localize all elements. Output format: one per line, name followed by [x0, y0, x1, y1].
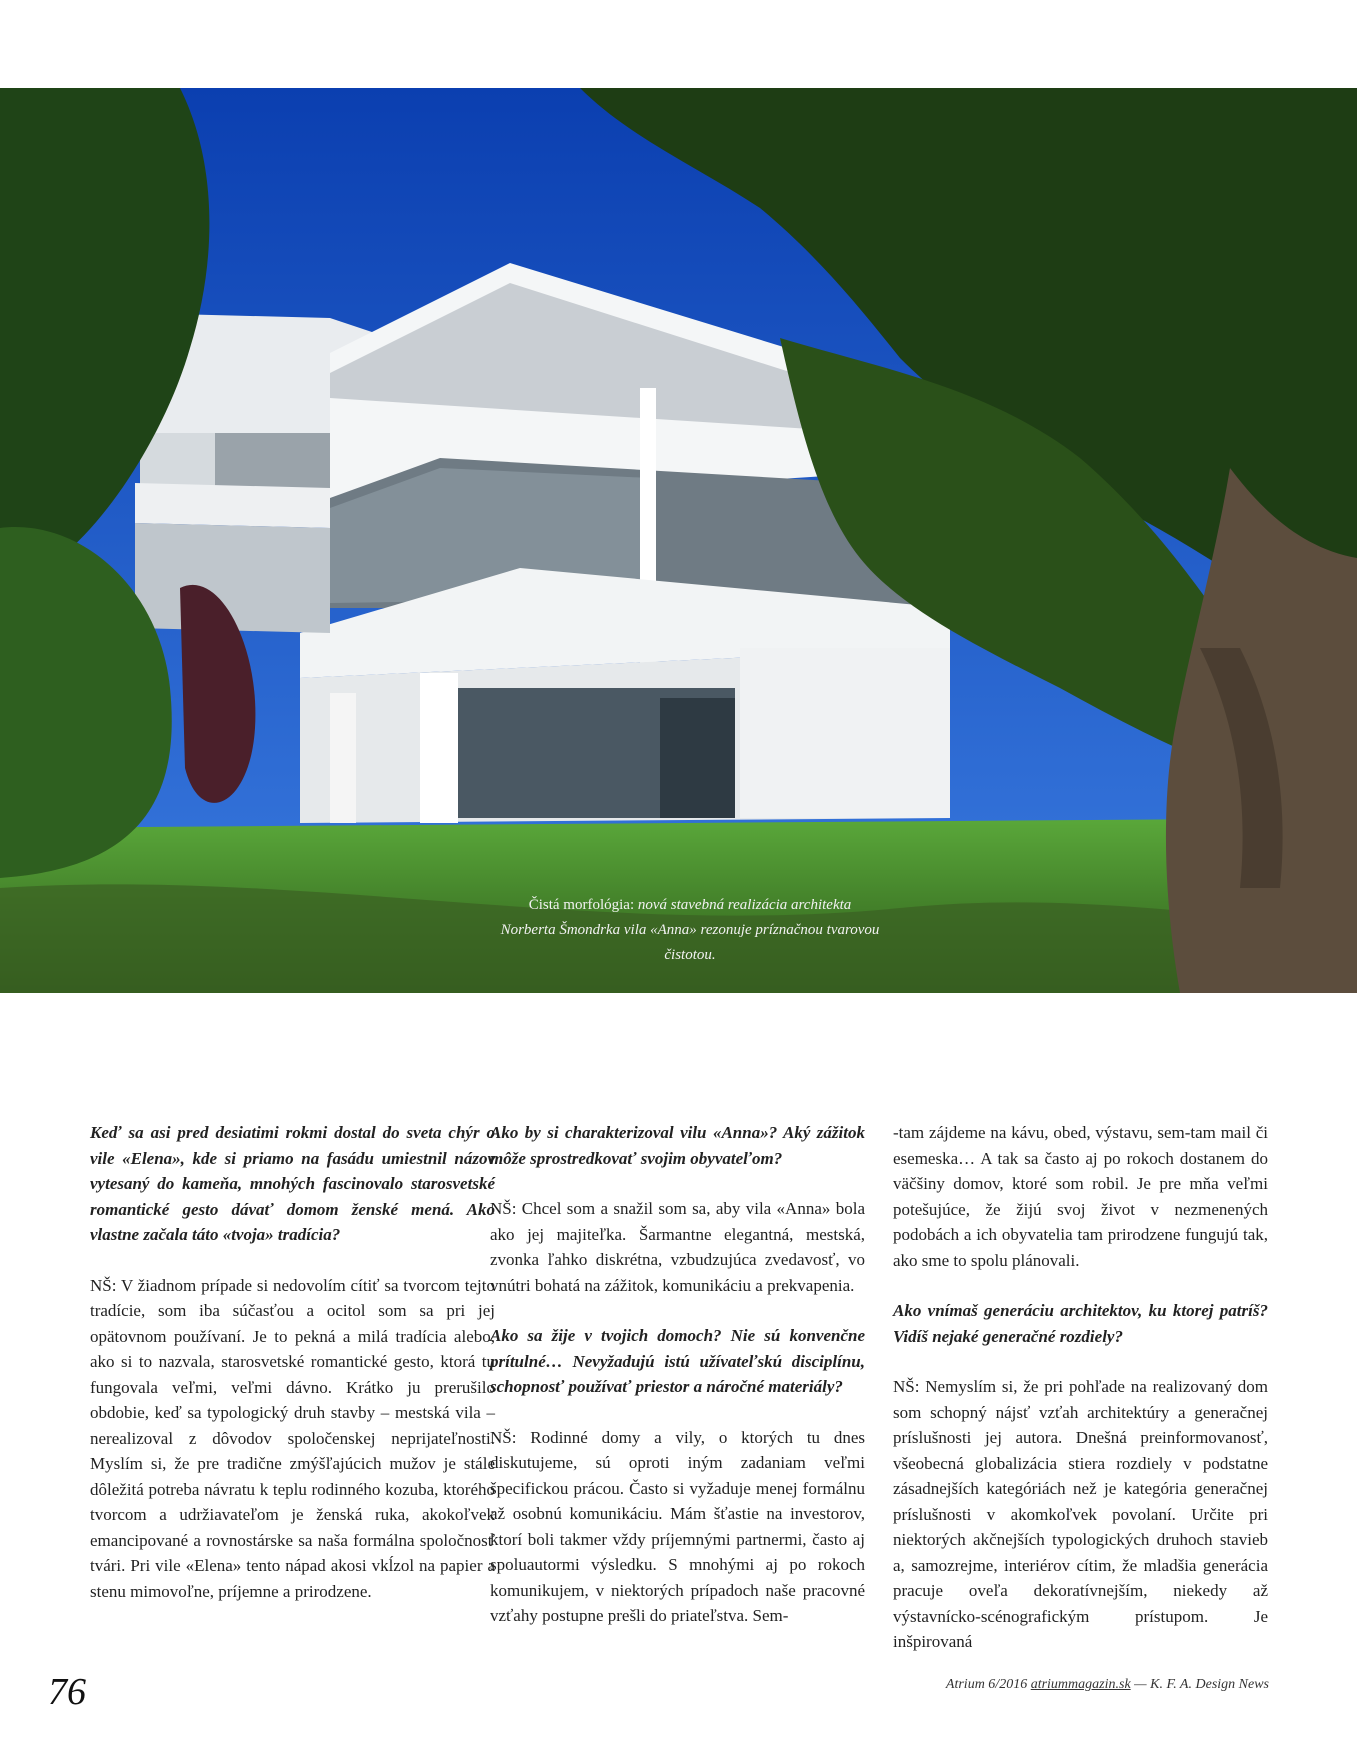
answer-paragraph: NŠ: Nemyslím si, že pri pohľade na realizovaný dom som schopný nájsť vzťah architektúry a generačnej príslušnosti jej autora. Dnešná preinformovanosť, všeobecná globalizácia stiera rozdiely v podstatne zásadnejších kategóriách než je kategória generačnej príslušnosti v akomkoľvek povolaní. Určite pri niektorých akčnejších typologických druhoch stavieb a, samozrejme, interiérov cítim, že mladšia generácia pracuje oveľa dekoratívnejším, niekedy až výstavnícko-scénografickým prístupom. Je inšpirovaná	[893, 1377, 1268, 1651]
caption-lead: Čistá morfológia:	[528, 897, 635, 913]
page-footer	[946, 1677, 1269, 1693]
caption-text: nová stavebná realizácia architekta Norberta Šmondrka vila «Anna» rezonuje príznačnou tvarovou čistotou.	[500, 897, 880, 963]
article-column-2	[490, 1120, 865, 1654]
answer-paragraph: NŠ: V žiadnom prípade si nedovolím cítiť sa tvorcom tejto tradície, som iba súčasťou a ocitol som sa pri jej opätovnom používaní. Je to pekná a milá tradícia alebo, ako si to nazvala, starosvetské romantické gesto, ktorá tu fungovala veľmi, veľmi dávno. Krátko ju prerušilo obdobie, keď sa typologický druh stavby – mestská vila – nerealizoval z dôvodov spoločenskej neprijateľnosti. Myslím si, že pre tradične zmýšľajúcich mužov je stále dôležitá potreba návratu k teplu rodinného kozuba, ktorého tvorcom a udržiavateľom je ženská ruka, akokoľvek emancipované a rovnostárske sa naša formálna spoločnosť tvári. Pri vile «Elena» tento nápad akosi vkĺzol na papier a stenu mimovoľne, príjemne a prirodzene.	[90, 1275, 495, 1601]
photo-caption	[500, 893, 880, 968]
villa-photo-illustration	[0, 88, 1357, 993]
answer-paragraph: NŠ: Chcel som a snažil som sa, aby vila «Anna» bola ako jej majiteľka. Šarmantne elegantná, mestská, zvonka ľahko diskrétna, vzbudzujúca zvedavosť, vo vnútri bohatá na zážitok, komunikáciu a prekvapenia.	[490, 1199, 865, 1295]
question-paragraph: Ako vnímaš generáciu architektov, ku ktorej patríš? Vidíš nejaké generačné rozdiely?	[893, 1301, 1268, 1346]
question-paragraph: Keď sa asi pred desiatimi rokmi dostal do sveta chýr o vile «Elena», kde si priamo na fasádu umiestnil názov vytesaný do kameňa, mnohých fascinovalo starosvetské romantické gesto dávať domom ženské mená. Ako vlastne začala táto «tvoja» tradícia?	[90, 1123, 495, 1244]
article-column-1	[90, 1120, 495, 1629]
question-paragraph: Ako by si charakterizoval vilu «Anna»? Aký zážitok môže sprostredkovať svojim obyvateľom?	[490, 1123, 865, 1168]
magazine-issue: Atrium 6/2016	[945, 1677, 1031, 1692]
question-paragraph: Ako sa žije v tvojich domoch? Nie sú konvenčne prítulné… Nevyžadujú istú užívateľskú disciplínu, schopnosť používať priestor a náročné materiály?	[490, 1326, 865, 1396]
website-link[interactable]: atriummagazin.sk	[1030, 1677, 1131, 1692]
answer-paragraph: NŠ: Rodinné domy a vily, o ktorých tu dnes diskutujeme, sú oproti iným zadaniam veľmi špecifickou prácou. Často si vyžaduje menej formálnu až osobnú komunikáciu. Mám šťastie na investorov, ktorí boli takmer vždy príjemnými partnermi, často aj spoluautormi výsledku. S mnohými aj po rokoch komunikujem, v niektorých prípadoch naše pracovné vzťahy postupne prešli do priateľstva. Sem-	[490, 1427, 865, 1625]
answer-paragraph: -tam zájdeme na kávu, obed, výstavu, sem-tam mail či esemeska… A tak sa často aj po rokoch dostanem do väčšiny domov, ktoré som robil. Je pre mňa veľmi potešujúce, že žijú svoj život v nezmenených podobách a ich obyvatelia tam prirodzene fungujú tak, ako sme to spolu plánovali.	[893, 1123, 1268, 1270]
villa-photo	[0, 88, 1357, 993]
article-column-3	[893, 1120, 1268, 1680]
section-name: — K. F. A. Design News	[1130, 1677, 1269, 1692]
page-number: 76	[48, 1671, 86, 1713]
